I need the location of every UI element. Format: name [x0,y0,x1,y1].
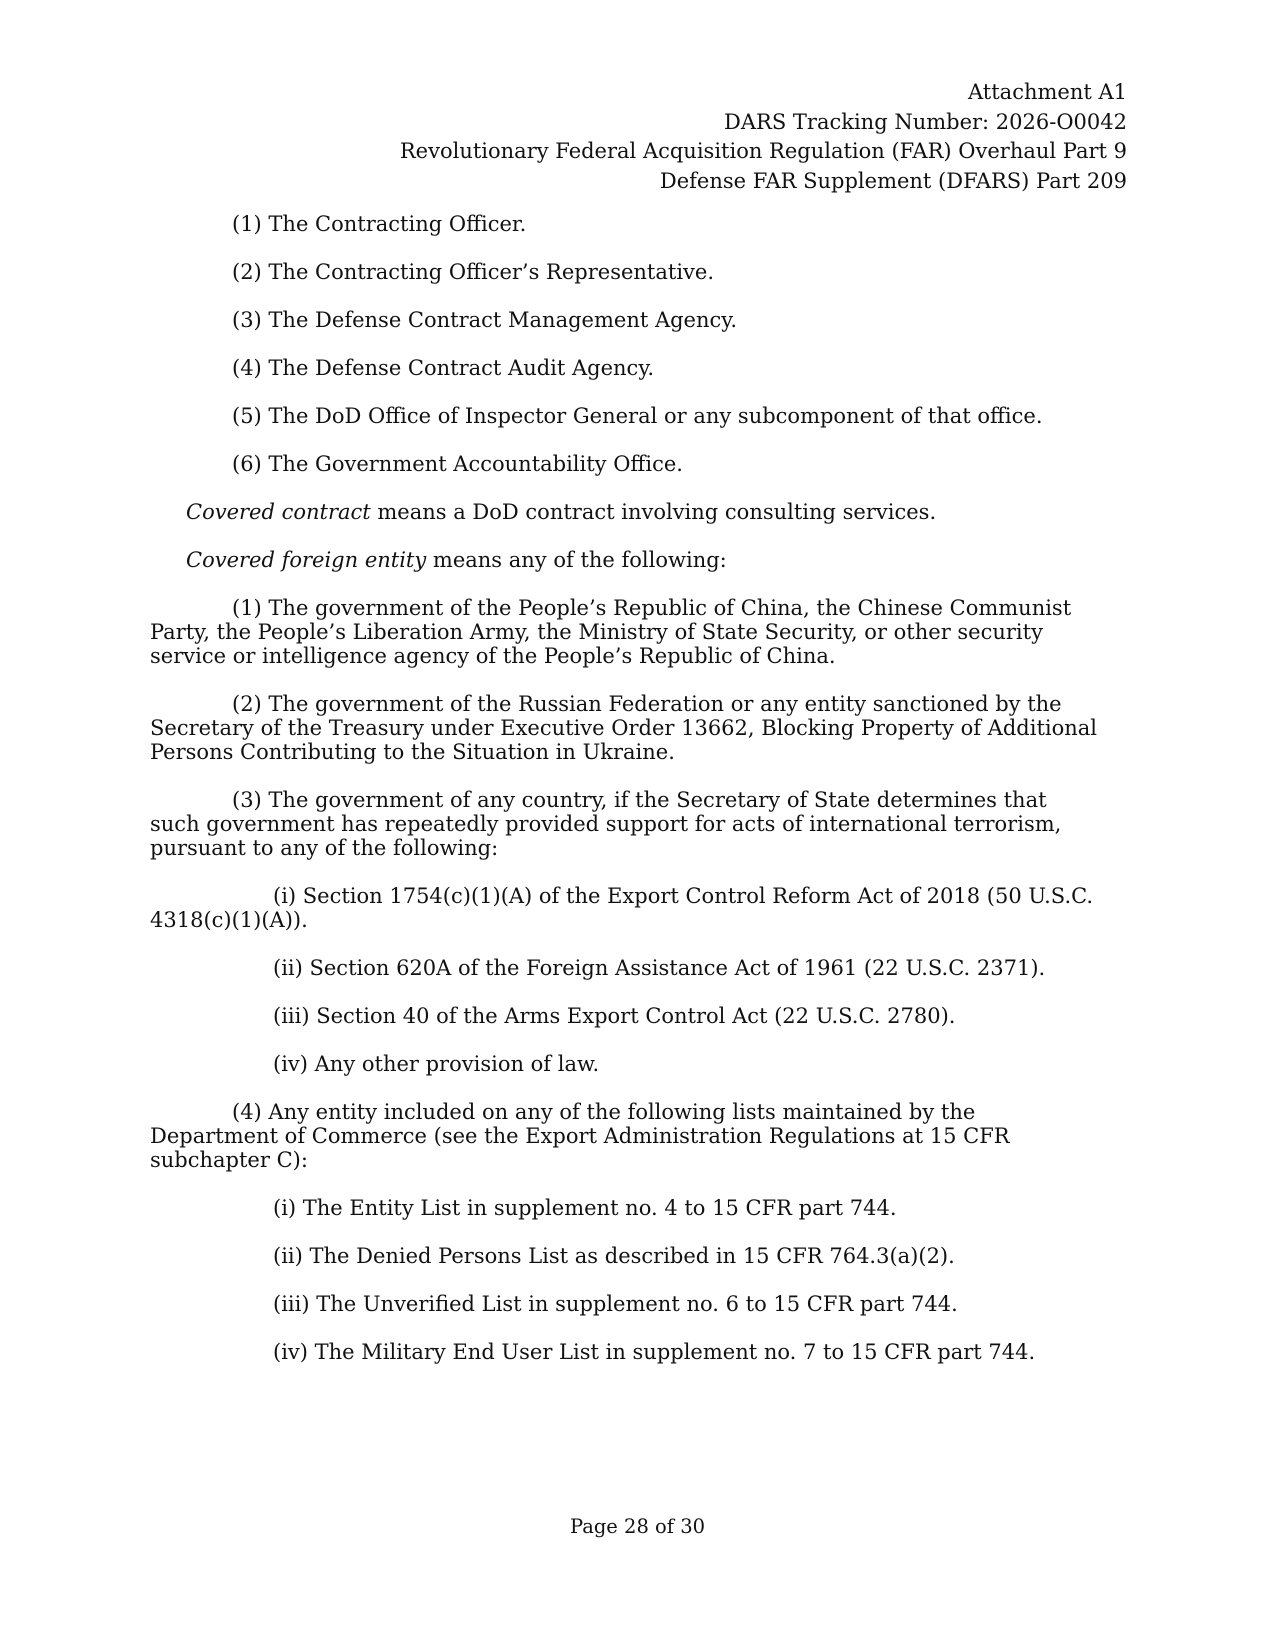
definition-text: means a DoD contract involving consulting services. [370,500,937,524]
definition-text: means any of the following: [426,548,727,572]
header-far-part: Revolutionary Federal Acquisition Regulation (FAR) Overhaul Part 9 [399,139,1127,163]
defined-term: Covered contract [186,500,371,524]
defined-term: Covered foreign entity [186,548,427,572]
entity-paragraph-1: (1) The government of the People’s Republic of China, the Chinese Communist Party, the People’s Liberation Army, the Ministry of State Security, or other security service or intelligence agency of the People’s Republic of China. [150,596,1072,668]
list-item: (4) The Defense Contract Audit Agency. [232,356,655,380]
entity-paragraph-3-iv: (iv) Any other provision of law. [273,1052,600,1076]
entity-paragraph-3: (3) The government of any country, if the Secretary of State determines that such government has repeatedly provided support for acts of international terrorism, pursuant to any of the following: [150,788,1062,860]
list-item: (ii) The Denied Persons List as described in 15 CFR 764.3(a)(2). [273,1244,955,1268]
page-header [400,78,1127,196]
list-item: (6) The Government Accountability Office. [232,452,683,476]
header-tracking-number: DARS Tracking Number: 2026-O0042 [724,109,1127,134]
list-item: (3) The Defense Contract Management Agency. [232,308,738,332]
entity-paragraph-3-ii: (ii) Section 620A of the Foreign Assistance Act of 1961 (22 U.S.C. 2371). [273,956,1046,980]
entity-paragraph-3-iii: (iii) Section 40 of the Arms Export Control Act (22 U.S.C. 2780). [273,1004,956,1028]
entity-paragraph-4: (4) Any entity included on any of the following lists maintained by the Department of Commerce (see the Export Administration Regulations at 15 CFR subchapter C): [150,1100,1010,1172]
list-item: (1) The Contracting Officer. [232,212,527,236]
header-dfars-part: Defense FAR Supplement (DFARS) Part 209 [659,168,1127,193]
list-item: (5) The DoD Office of Inspector General or any subcomponent of that office. [232,404,1043,428]
header-attachment: Attachment A1 [968,80,1127,104]
entity-paragraph-2: (2) The government of the Russian Federation or any entity sanctioned by the Secretary of the Treasury under Executive Order 13662, Blocking Property of Additional Persons Contributing to the Situation in Ukraine. [150,692,1097,764]
list-item: (i) The Entity List in supplement no. 4 to 15 CFR part 744. [273,1196,897,1220]
list-item: (2) The Contracting Officer’s Representative. [232,260,715,284]
list-item: (iv) The Military End User List in supplement no. 7 to 15 CFR part 744. [273,1340,1036,1364]
page-number: Page 28 of 30 [569,1515,706,1538]
list-item: (iii) The Unverified List in supplement no. 6 to 15 CFR part 744. [273,1292,958,1316]
definition-covered-contract [186,500,936,524]
definition-covered-foreign-entity [186,548,727,572]
entity-paragraph-3-i: (i) Section 1754(c)(1)(A) of the Export Control Reform Act of 2018 (50 U.S.C. 4318(c)(1)(A)). [150,884,1094,932]
